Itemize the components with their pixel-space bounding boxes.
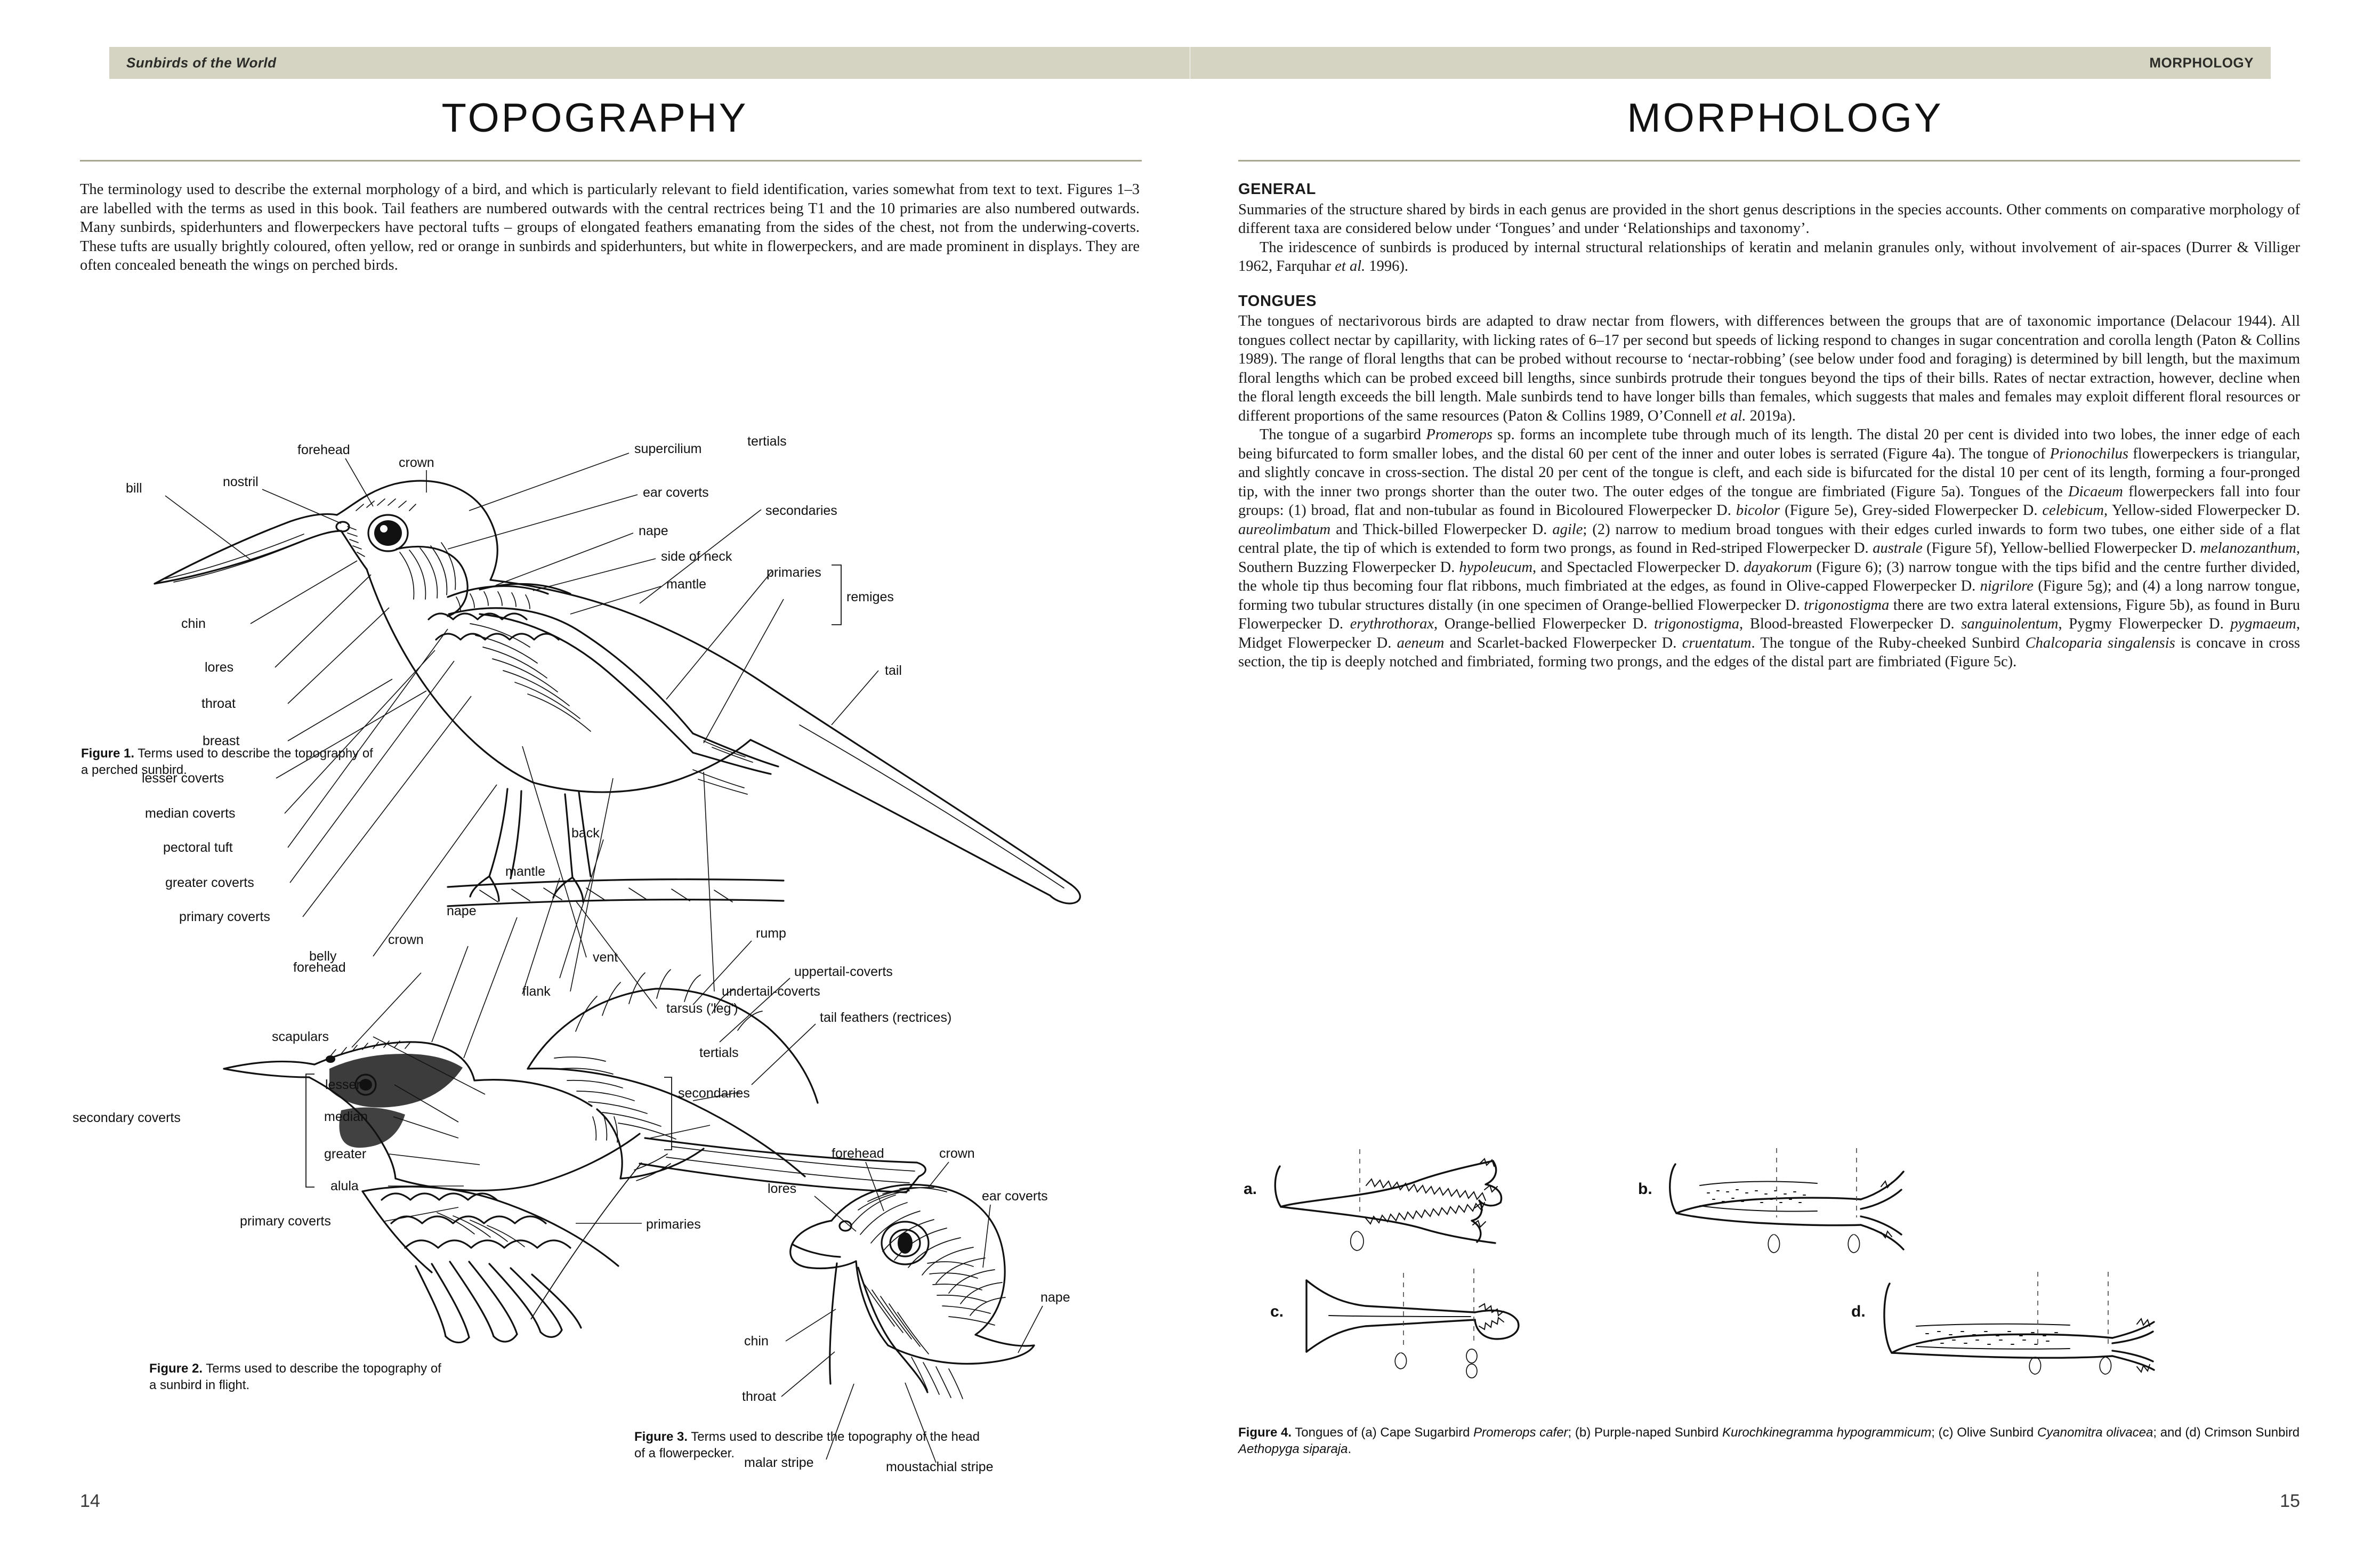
label-secondaries: secondaries (765, 503, 837, 518)
label-bill: bill (126, 481, 142, 496)
label-forehead-3: forehead (832, 1146, 884, 1161)
label-side-of-neck: side of neck (661, 549, 732, 564)
label-supercilium: supercilium (634, 441, 702, 456)
label-breast: breast (203, 733, 240, 748)
figure-3-caption-text: Terms used to describe the topography of the head of a flowerpecker. (634, 1430, 980, 1461)
page-number-left: 14 (80, 1491, 100, 1511)
label-mantle: mantle (505, 864, 546, 879)
figure-2-caption (149, 1360, 448, 1393)
panel-letter-a: a. (1244, 1180, 1257, 1198)
running-head-right: MORPHOLOGY (2149, 54, 2254, 71)
label-secondaries-2: secondaries (678, 1086, 750, 1101)
label-tertials: tertials (747, 434, 787, 449)
label-nape: nape (447, 903, 477, 918)
label-throat: throat (201, 696, 236, 711)
figure-1-caption-number: Figure 1. (81, 746, 135, 761)
label-lesser-coverts: lesser coverts (142, 771, 224, 786)
label-moustachial-stripe: moustachial stripe (886, 1459, 994, 1474)
label-ear-coverts: ear coverts (643, 485, 709, 500)
figure-3-caption (634, 1429, 986, 1462)
running-head-band-right (1190, 47, 2271, 79)
tongue-panel-a (1244, 1149, 1502, 1251)
label-primary-coverts: primary coverts (240, 1214, 331, 1229)
figure-3-leaders (781, 1162, 1043, 1463)
section-heading-general: GENERAL (1238, 181, 1316, 198)
tongue-panel-c (1270, 1269, 1519, 1378)
label-uppertail-coverts: uppertail-coverts (794, 964, 893, 979)
flowerpecker-head-drawing (790, 1184, 1034, 1399)
panel-letter-d: d. (1851, 1303, 1866, 1320)
label-vent: vent (593, 950, 618, 965)
panel-letter-c: c. (1270, 1303, 1284, 1320)
figure-4-tongues (1238, 1141, 2299, 1375)
figure-4-caption (1238, 1424, 2300, 1457)
right-page (1190, 0, 2380, 1549)
label-primaries: primaries (767, 565, 821, 580)
chapter-title-topography: TOPOGRAPHY (441, 95, 748, 141)
label-remiges: remiges (846, 590, 894, 604)
label-chin: chin (181, 616, 206, 631)
label-alula: alula (330, 1179, 359, 1193)
label-undertail-coverts: undertail-coverts (722, 984, 820, 999)
label-flank: flank (522, 984, 551, 999)
label-lores-3: lores (768, 1181, 797, 1196)
label-primaries-2: primaries (646, 1217, 701, 1232)
label-nape-3: nape (1040, 1290, 1070, 1305)
label-nostril: nostril (223, 474, 259, 489)
general-paragraph-1: Summaries of the structure shared by birds in each genus are provided in the short genus descriptions in the species accounts. Other comments on comparative morphology of different taxa are considered below under ‘Tongues’ and under ‘Relationships and taxonomy’. (1238, 201, 2300, 237)
label-ear-coverts-3: ear coverts (982, 1189, 1048, 1204)
figure-4-svg (1238, 1141, 2299, 1375)
label-malar-stripe: malar stripe (744, 1455, 814, 1470)
label-median: median (324, 1109, 368, 1124)
label-lores: lores (205, 660, 234, 675)
label-pectoral-tuft: pectoral tuft (163, 840, 233, 855)
label-crown: crown (388, 932, 424, 947)
label-throat-3: throat (742, 1389, 776, 1404)
label-tail: tail (885, 663, 902, 678)
figure-2-caption-text: Terms used to describe the topography of a sunbird in flight. (149, 1361, 441, 1392)
label-lesser: lesser (325, 1077, 361, 1092)
label-greater-coverts: greater coverts (165, 875, 254, 890)
label-crown: crown (399, 455, 434, 470)
figure-1-caption (81, 745, 380, 778)
chapter-title-morphology: MORPHOLOGY (1627, 95, 1943, 141)
figure-4-caption-number: Figure 4. (1238, 1425, 1292, 1440)
label-primary-coverts: primary coverts (179, 909, 270, 924)
label-mantle: mantle (666, 577, 707, 592)
right-body-column (1238, 180, 2300, 672)
tongues-paragraph-1: The tongues of nectarivorous birds are adapted to draw nectar from flowers, with differences between the groups that are of taxonomic importance (Delacour 1944). All tongues collect nectar by capillarity, with licking rates of 6–17 per second but speeds of licking respond to changes in sugar concentration and corolla length (Paton & Collins 1989). The range of floral lengths that can be probed without recourse to ‘nectar-robbing’ (see below under food and foraging) is determined by bill length, but the maximum floral lengths which can be probed exceed bill lengths, since sunbirds protrude their tongues beyond the tips of their bills. Rates of nectar extraction, however, decline when the floral length exceeds the bill length. Male sunbirds tend to have longer bills than females, which suggests that males and females may exploit different floral resources or different proportions of the same resources (Paton & Collins 1989, O’Connell et al. 2019a). (1238, 313, 2300, 424)
tongues-paragraph-2: The tongue of a sugarbird Promerops sp. forms an incomplete tube through much of its length. The distal 20 per cent is divided into two lobes, the inner edge of each being bifurcated to form smaller lobes, and the distal 60 per cent of the inner and outer lobes is serrated (Figure 4a). The tongue of Prionochilus flowerpeckers is triangular, and slightly concave in cross-section. The distal 20 per cent of the tongue is cleft, and each side is bifurcated for the distal 10 per cent of its length, forming a four-pronged tip, with the inner two prongs shorter than the outer two. The outer edges of the tongue are fimbriated (Figure 5a). Tongues of the Dicaeum flowerpeckers fall into four groups: (1) broad, flat and non-tubular as found in Bicoloured Flowerpecker D. bicolor (Figure 5e), Grey-sided Flowerpecker D. celebicum, Yellow-sided Flowerpecker D. aureolimbatum and Thick-billed Flowerpecker D. agile; (2) narrow to medium broad tongues with their edges curled inwards to form two tubes, one either side of a flat central plate, the tip of which is extended to form two prongs, as found in Red-striped Flowerpecker D. australe (Figure 5f), Yellow-bellied Flowerpecker D. melanozanthum, Southern Buzzing Flowerpecker D. hypoleucum, and Spectacled Flowerpecker D. dayakorum (Figure 6); (3) narrow tongue with the tips bifid and the centre further divided, the whole tip thus becoming four flat ribbons, much fimbriated at the edges, as found in Olive-capped Flowerpecker D. nigrilore (Figure 5g); and (4) a long narrow tongue, forming two tubular structures distally (in one specimen of Orange-bellied Flowerpecker D. trigonostigma there are two extra lateral extensions, Figure 5b), as found in Buru Flowerpecker D. erythrothorax, Orange-bellied Flowerpecker D. trigonostigma, Blood-breasted Flowerpecker D. sanguinolentum, Pygmy Flowerpecker D. pygmaeum, Midget Flowerpecker D. aeneum and Scarlet-backed Flowerpecker D. cruentatum. The tongue of the Ruby-cheeked Sunbird Chalcoparia singalensis is concave in cross section, the tip is deeply notched and fimbriated, forming two prongs, and the edges of the distal part are fimbriated (Figure 5c). (1238, 426, 2301, 670)
running-head-left: Sunbirds of the World (126, 54, 277, 71)
running-head-band-left (109, 47, 1190, 79)
page-number-right: 15 (2280, 1491, 2300, 1511)
figure-3-caption-number: Figure 3. (634, 1430, 688, 1444)
tongue-panel-b (1638, 1148, 1903, 1253)
label-rump: rump (756, 926, 786, 941)
label-nape: nape (639, 523, 668, 538)
left-body-column (80, 180, 1140, 275)
figure-1-caption-text: Terms used to describe the topography of a perched sunbird. (81, 746, 373, 777)
label-tarsus: tarsus ('leg') (666, 1001, 738, 1016)
label-back: back (571, 826, 600, 841)
figure-3-labels (742, 1146, 1070, 1474)
label-belly: belly (309, 949, 337, 964)
general-paragraph-2: The iridescence of sunbirds is produced by internal structural relationships of keratin and melanin granules only, without involvement of air-spaces (Durrer & Villiger 1962, Farquhar et al. 1996). (1238, 239, 2300, 275)
label-chin-3: chin (744, 1334, 769, 1349)
panel-letter-b: b. (1638, 1180, 1652, 1198)
title-rule-right (1238, 160, 2300, 162)
figure-2-caption-number: Figure 2. (149, 1361, 203, 1376)
label-crown-3: crown (939, 1146, 975, 1161)
label-forehead: forehead (293, 960, 346, 975)
label-tail-feathers: tail feathers (rectrices) (820, 1010, 952, 1025)
tongue-panel-d (1851, 1272, 2154, 1374)
intro-paragraph: The terminology used to describe the external morphology of a bird, and which is particularly relevant to field identification, varies somewhat from text to text. Figures 1–3 are labelled with the terms as used in this book. Tail feathers are numbered outwards with the central rectrices being T1 and the 10 primaries are also numbered outwards. Many sunbirds, spiderhunters and flowerpeckers have pectoral tufts – groups of elongated feathers emanating from the sides of the chest, not from the underwing-coverts. These tufts are usually brightly coloured, often yellow, red or orange in sunbirds and spiderhunters, but white in flowerpeckers, and are made prominent in displays. They are often concealed beneath the wings on perched birds. (80, 181, 1140, 273)
label-tertials-2: tertials (699, 1045, 739, 1060)
title-rule-left (80, 160, 1142, 162)
label-secondary-coverts: secondary coverts (72, 1110, 181, 1125)
label-greater: greater (324, 1147, 367, 1161)
label-scapulars: scapulars (272, 1029, 329, 1044)
label-median-coverts: median coverts (145, 806, 236, 821)
label-forehead: forehead (297, 442, 350, 457)
figure-4-caption-text: Tongues of (a) Cape Sugarbird Promerops cafer; (b) Purple-naped Sunbird Kurochkinegramma hypogrammicum; (c) Olive Sunbird Cyanomitra olivacea; and (d) Crimson Sunbird Aethopyga siparaja. (1238, 1425, 2300, 1456)
section-heading-tongues: TONGUES (1238, 292, 1317, 310)
